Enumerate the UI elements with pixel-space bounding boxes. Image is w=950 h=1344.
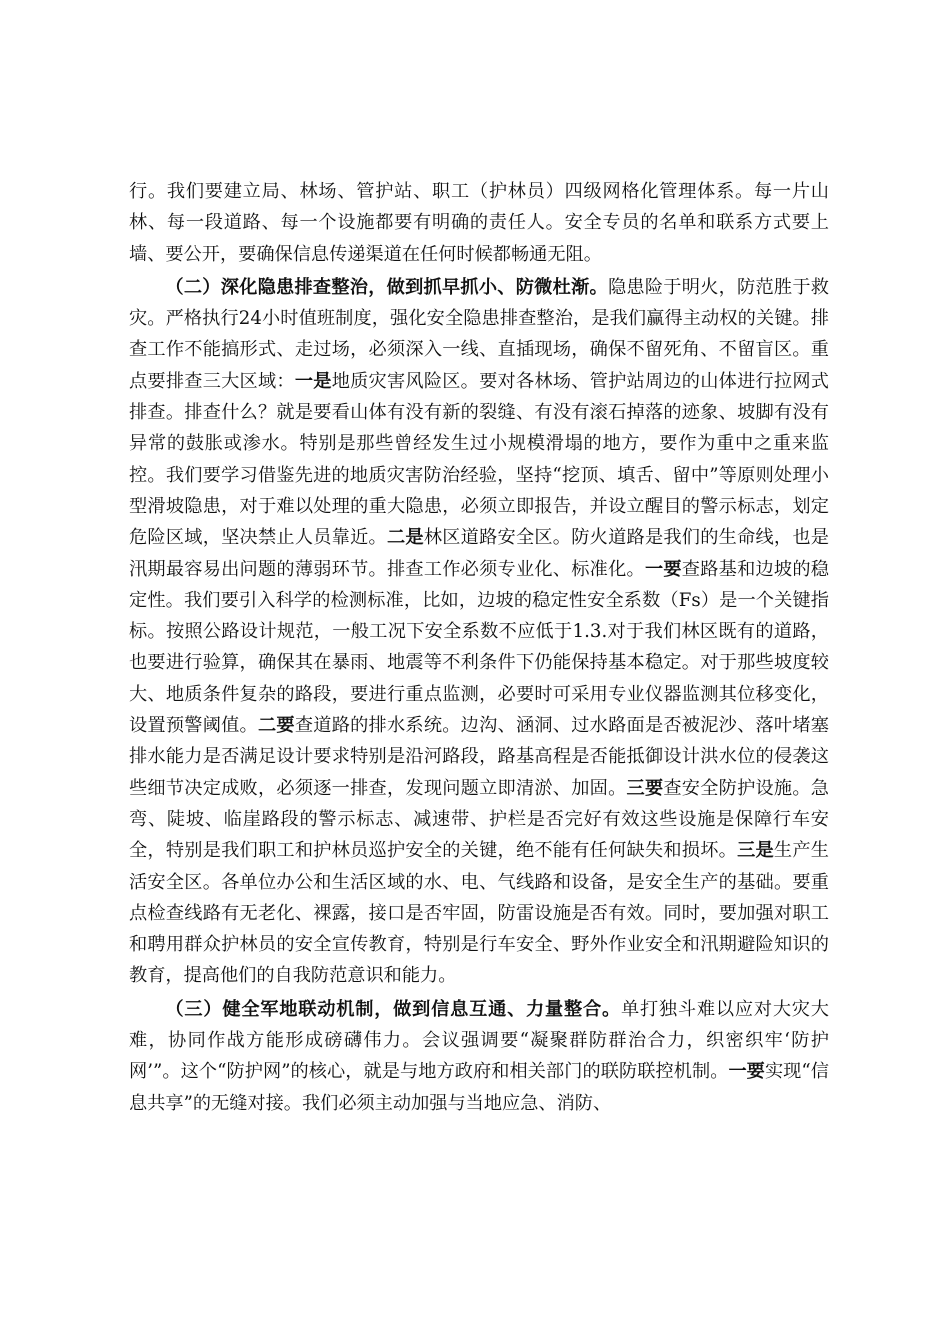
paragraph-section-3 [129,994,829,1119]
section-heading: （二）深化隐患排查整治，做到抓早抓小、防微杜渐。 [165,276,608,298]
text-run: 行。我们要建立局、林场、管护站、职工（护林员）四级网格化管理体系。每一片山林、每一段道路、每一个设施都要有明确的责任人。安全专员的名单和联系方式要上墙、要公开，要确保信息传递渠道在任何时候都畅通无阻。 [129,181,829,265]
text-run-bold: 一是 [294,370,332,392]
text-run: 查安全防护设施。急弯、陡坡、临崖路段的警示标志、减速带、护栏是否完好有效这些设施是保障行车安全，特别是我们职工和护林员巡护安全的关键，绝不能有任何缺失和损坏。 [129,777,829,862]
text-run-bold: 二是 [386,527,424,549]
paragraph-continuation [129,176,829,270]
text-run: 查路基和边坡的稳定性。我们要引入科学的检测标准，比如，边坡的稳定性安全系数（Fs）是一个关键指标。按照公路设计规范，一般工况下安全系数不应低于1.3.对于我们林区既有的道路，也要进行验算，确保其在暴雨、地震等不利条件下仍能保持基本稳定。对于那些坡度较大、地质条件复杂的路段，要进行重点监测，必要时可采用专业仪器监测其位移变化，设置预警阈值。 [129,558,829,737]
text-run: 实现“信息共享”的无缝对接。我们必须主动加强与当地应急、消防、 [129,1061,829,1114]
text-run: 单打独斗难以应对大灾大难，协同作战方能形成磅礴伟力。会议强调要“凝聚群防群治合力，织密织牢‘防护网’”。这个“防护网”的核心，就是与地方政府和相关部门的联防联控机制。 [129,998,829,1083]
text-run: 地质灾害风险区。要对各林场、管护站周边的山体进行拉网式排查。排查什么？就是要看山体有没有新的裂缝、有没有滚石掉落的迹象、坡脚有没有异常的鼓胀或渗水。特别是那些曾经发生过小规模滑塌的地方，要作为重中之重来监控。我们要学习借鉴先进的地质灾害防治经验，坚持“挖顶、填舌、留中”等原则处理小型滑坡隐患，对于难以处理的重大隐患，必须立即报告，并设立醒目的警示标志，划定危险区域，坚决禁止人员靠近。 [129,370,829,549]
text-run: 生产生活安全区。各单位办公和生活区域的水、电、气线路和设备，是安全生产的基础。要重点检查线路有无老化、裸露，接口是否牢固，防雷设施是否有效。同时，要加强对职工和聘用群众护林员的安全宣传教育，特别是行车安全、野外作业安全和汛期避险知识的教育，提高他们的自我防范意识和能力。 [129,840,829,987]
text-run: 查道路的排水系统。边沟、涵洞、过水路面是否被泥沙、落叶堵塞排水能力是否满足设计要求特别是沿河路段，路基高程是否能抵御设计洪水位的侵袭这些细节决定成败，必须逐一排查，发现问题立即清淤、加固。 [129,715,829,799]
text-run-bold: 三是 [737,840,774,862]
text-run-bold: 一要 [728,1061,765,1083]
text-run: 林区道路安全区。防火道路是我们的生命线，也是汛期最容易出问题的薄弱环节。排查工作必须专业化、标准化。 [129,527,829,580]
text-run-bold: 三要 [626,777,664,799]
text-run-bold: 二要 [257,715,295,737]
section-heading: （三）健全军地联动机制，做到信息互通、力量整合。 [165,998,621,1020]
text-run-bold: 一要 [644,558,682,580]
text-run: 隐患险于明火，防范胜于救灾。严格执行24小时值班制度，强化安全隐患排查整治，是我们赢得主动权的关键。排查工作不能搞形式、走过场，必须深入一线、直插现场，确保不留死角、不留盲区。重点要排查三大区域： [129,276,829,392]
document-body [129,176,829,1119]
paragraph-section-2 [129,272,829,992]
